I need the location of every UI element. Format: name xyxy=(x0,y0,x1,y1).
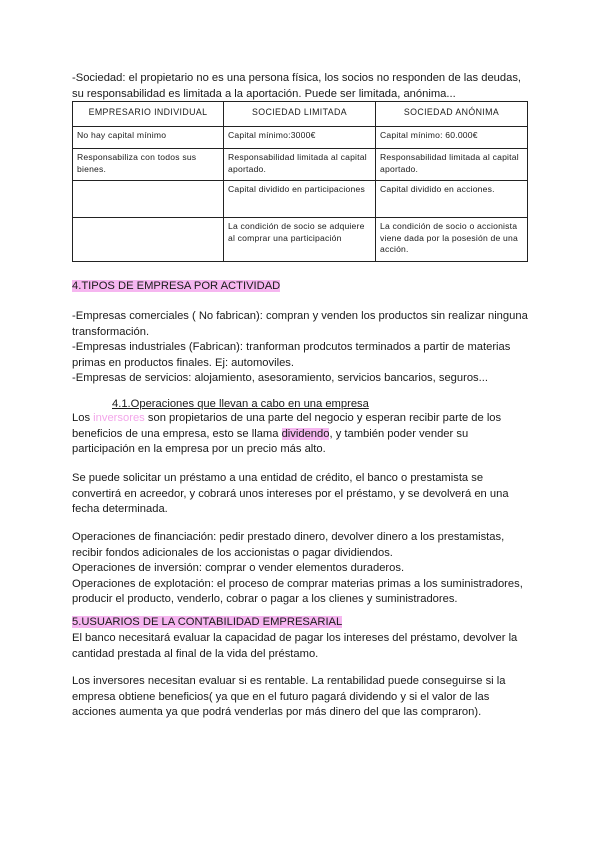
inversores-word: inversores xyxy=(93,412,145,424)
table-row xyxy=(73,181,528,218)
inversores-paragraph xyxy=(72,411,532,458)
text-line: Operaciones de explotación: el proceso de comprar materias primas a los suministradores, xyxy=(72,577,523,590)
text-line: Operaciones de inversión: comprar o vender elementos duraderos. xyxy=(72,562,405,574)
company-types-table xyxy=(72,101,528,262)
table-cell: Capital dividido en acciones. xyxy=(376,181,528,218)
table-row xyxy=(73,218,528,262)
table-cell: La condición de socio o accionista viene dada por la posesión de una acción. xyxy=(376,218,528,262)
text-span: beneficios de una empresa, esto se llama xyxy=(72,427,282,440)
section-41-heading: 4.1.Operaciones que llevan a cabo en una empresa xyxy=(112,398,369,410)
table-cell: Capital mínimo:3000€ xyxy=(224,127,376,149)
header-empresario-individual: EMPRESARIO INDIVIDUAL xyxy=(73,102,224,127)
text-line: participación en la empresa por un precio más alto. xyxy=(72,443,326,455)
text-line: recibir fondos adicionales de los accionistas o pagar dividiendos. xyxy=(72,546,393,559)
text-line: Se puede solicitar un préstamo a una entidad de crédito, el banco o prestamista se xyxy=(72,472,484,484)
text-span: son propietarios de una parte del negocio y esperan recibir parte de los xyxy=(144,412,502,424)
table-cell: Capital mínimo: 60.000€ xyxy=(376,127,528,149)
table-cell: Capital dividido en participaciones xyxy=(224,181,376,218)
inversores-rentabilidad-paragraph xyxy=(72,674,532,721)
table-cell: Responsabiliza con todos sus bienes. xyxy=(73,149,224,181)
text-line: empresa obtiene beneficios( ya que en el futuro pagará dividendo y si el valor de las xyxy=(72,690,490,703)
section-5-heading-block xyxy=(72,615,532,631)
text-line: primas en productos finales. Ej: automoviles. xyxy=(72,356,294,369)
text-line: producir el producto, venderlo, cobrar o pagar a los clienes y suministradores. xyxy=(72,593,458,605)
text-line xyxy=(72,427,532,443)
text-line: -Empresas de servicios: alojamiento, asesoramiento, servicios bancarios, seguros... xyxy=(72,372,488,384)
text-line: -Empresas comerciales ( No fabrican): compran y venden los productos sin realizar ninguna xyxy=(72,310,528,322)
text-line: transformación. xyxy=(72,325,150,338)
table-cell xyxy=(73,181,224,218)
dividendo-highlight: dividendo xyxy=(281,427,330,440)
text-line: convertirá en acreedor, y cobrará unos intereses por el préstamo, y se devolverá en una xyxy=(72,487,509,500)
intro-line: -Sociedad: el propietario no es una persona física, los socios no responden de las deudas, xyxy=(72,72,522,84)
text-line: fecha determinada. xyxy=(72,503,168,515)
section-4-heading: 4.TIPOS DE EMPRESA POR ACTIVIDAD xyxy=(72,280,281,292)
text-span: , y también poder vender su xyxy=(329,427,469,440)
text-line: acciones aumenta ya que podrá venderlas por más dinero del que las compraron). xyxy=(72,706,482,718)
prestamo-paragraph xyxy=(72,471,532,518)
table-cell: Responsabilidad limitada al capital aportado. xyxy=(376,149,528,181)
header-sociedad-anonima: SOCIEDAD ANÓNIMA xyxy=(376,102,528,127)
intro-paragraph xyxy=(72,71,532,102)
table-cell: No hay capital mínimo xyxy=(73,127,224,149)
section-4-heading-block xyxy=(72,279,532,295)
text-line: Operaciones de financiación: pedir prestado dinero, devolver dinero a los prestamistas, xyxy=(72,531,505,543)
table-cell: Responsabilidad limitada al capital aportado. xyxy=(224,149,376,181)
text-line: -Empresas industriales (Fabrican): tranforman prodcutos terminados a partir de materias xyxy=(72,341,511,353)
text-line: El banco necesitará evaluar la capacidad de pagar los intereses del préstamo, devolver la xyxy=(72,632,518,644)
text-line: Los inversores necesitan evaluar si es rentable. La rentabilidad puede conseguirse si la xyxy=(72,675,506,687)
banco-paragraph xyxy=(72,631,532,662)
table-cell: La condición de socio se adquiere al comprar una participación xyxy=(224,218,376,262)
table-header-row xyxy=(73,102,528,127)
intro-line: su responsabilidad es limitada a la aportación. Puede ser limitada, anónima... xyxy=(72,87,456,100)
section-5-heading: 5.USUARIOS DE LA CONTABILIDAD EMPRESARIAL xyxy=(72,616,343,628)
header-sociedad-limitada: SOCIEDAD LIMITADA xyxy=(224,102,376,127)
text-line: cantidad prestada al final de la vida del préstamo. xyxy=(72,647,319,660)
operaciones-paragraph xyxy=(72,530,532,608)
section-4-body xyxy=(72,309,532,387)
text-line xyxy=(72,411,532,427)
table-row xyxy=(73,149,528,181)
text-span: Los xyxy=(72,412,94,424)
table-row xyxy=(73,127,528,149)
table-cell xyxy=(73,218,224,262)
